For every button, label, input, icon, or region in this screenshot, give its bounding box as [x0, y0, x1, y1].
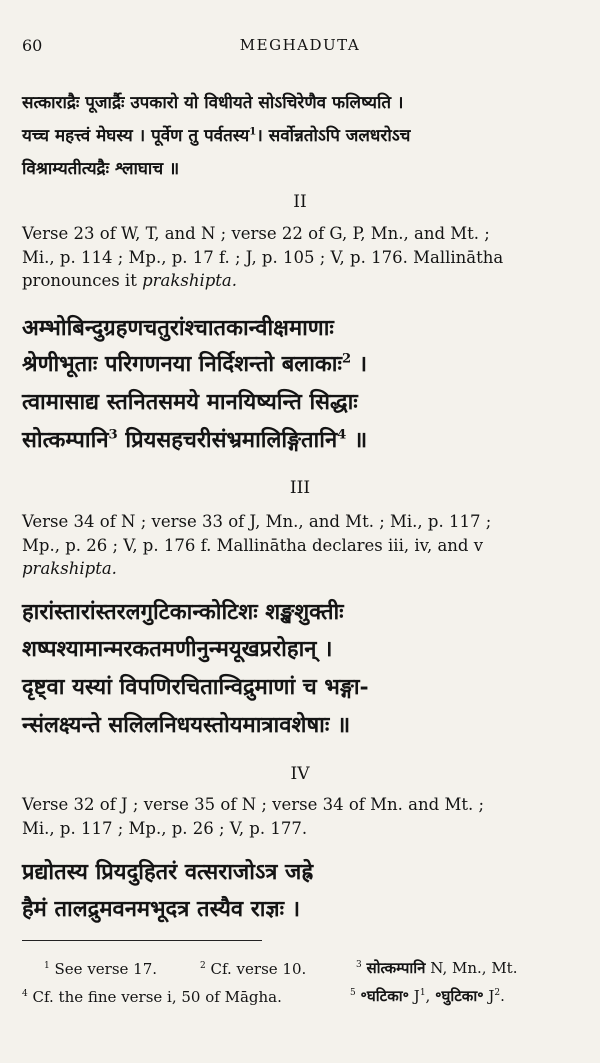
footnote-sanskrit: सोत्कम्पानि — [366, 959, 426, 977]
footnote-sanskrit: ॰घुटिका॰ — [435, 987, 484, 1005]
footnote-mark: 2 — [200, 961, 206, 971]
note-line: Verse 34 of N ; verse 33 of J, Mn., and Mt. ; Mi., p. 117 ; — [22, 512, 492, 531]
footnote-sep: , — [425, 987, 431, 1005]
verse-iii-line-3: दृष्ट्वा यस्यां विपणिरचितान्विद्रुमाणां च भङ्गा- — [22, 674, 369, 700]
verse-iv-line-2: हैमं तालद्रुमवनमभूदत्र तस्यैव राज्ञः । — [22, 896, 301, 922]
verse-ii-line-3: त्वामासाद्य स्तनितसमये मानयिष्यन्ति सिद्धाः — [22, 389, 358, 415]
section-numeral-iv: IV — [290, 764, 310, 784]
footnote-mark: 1 — [44, 961, 50, 971]
footnote-mark: 4 — [22, 989, 28, 999]
note-line: Mi., p. 117 ; Mp., p. 26 ; V, p. 177. — [22, 818, 308, 838]
footnote-mark: 3 — [356, 960, 362, 970]
note-line: Mi., p. 114 ; Mp., p. 17 f. ; J, p. 105 ; V, p. 176. Mallinātha — [22, 247, 504, 267]
verse-text: सोत्कम्पानि — [22, 427, 109, 453]
footnote-ref-1: 1 — [249, 125, 257, 138]
note-italic: prakshipta. — [142, 271, 238, 290]
footnote-ref-sup: 2 — [494, 988, 501, 998]
verse-text: श्रेणीभूताः परिगणनया निर्दिशन्तो बलाकाः — [22, 351, 342, 377]
footnote-text: Cf. verse 10. — [210, 960, 307, 978]
verse-ii-line-4 — [22, 424, 590, 454]
running-title: MEGHADUTA — [239, 36, 361, 54]
footnote-ref-2: 2 — [341, 351, 352, 367]
footnote-4 — [22, 988, 282, 1006]
verse-double-danda: ॥ — [354, 427, 368, 453]
footnote-rule — [22, 940, 262, 941]
footnote-ref-3: 3 — [108, 427, 118, 443]
note-line: Verse 23 of W, T, and N ; verse 22 of G, P, Mn., and Mt. ; — [22, 224, 490, 243]
note-text: pronounces it — [22, 271, 137, 290]
footnote-3 — [356, 958, 517, 978]
intro-line-2-text: यच्च महत्त्वं मेघस्य । पूर्वेण तु पर्वतस्य — [22, 126, 250, 146]
verse-danda: । — [358, 351, 368, 377]
intro-line-2 — [22, 123, 590, 146]
footnote-sanskrit: ॰घटिका॰ — [360, 987, 410, 1005]
footnote-1 — [44, 960, 157, 978]
footnote-end: . — [500, 987, 505, 1005]
footnote-2 — [200, 960, 306, 978]
footnote-ref-4: 4 — [337, 427, 347, 443]
verse-iii-line-4: न्संलक्ष्यन्ते सलिलनिधयस्तोयमात्रावशेषाः ॥ — [22, 712, 351, 738]
note-italic: prakshipta. — [22, 559, 117, 578]
note-line: Verse 32 of J ; verse 35 of N ; verse 34 of Mn. and Mt. ; — [22, 795, 485, 814]
footnote-5 — [350, 986, 505, 1006]
verse-iv-line-1: प्रद्योतस्य प्रियदुहितरं वत्सराजोऽत्र जह्रे — [22, 859, 314, 885]
section-iv-note — [22, 793, 578, 840]
footnote-text: N, Mn., Mt. — [430, 959, 518, 977]
intro-line-1: सत्काराद्रैः पूजार्द्रैः उपकारो यो विधीयते सोऽचिरेणैव फलिष्यति । — [22, 93, 404, 113]
verse-ii-line-1: अम्भोबिन्दुग्रहणचतुरांश्चातकान्वीक्षमाणाः — [22, 315, 334, 341]
section-ii-note — [22, 222, 578, 293]
intro-line-3: विश्राम्यतीत्यद्रैः श्लाघाच ॥ — [22, 159, 180, 179]
footnote-text: Cf. the fine verse i, 50 of Māgha. — [32, 988, 282, 1006]
verse-iii-line-2: शष्पश्यामान्मरकतमणीनुन्मयूखप्ररोहान् । — [22, 636, 333, 662]
verse-iii-line-1: हारांस्तारांस्तरलगुटिकान्कोटिशः शङ्खशुक्तीः — [22, 599, 344, 625]
intro-line-2-rest: । सर्वोन्नतोऽपि जलधरोऽच — [256, 126, 411, 146]
page-header — [22, 36, 578, 60]
note-line — [22, 269, 578, 293]
page-number: 60 — [22, 36, 43, 55]
footnote-text: See verse 17. — [54, 960, 158, 978]
footnote-ref: J — [488, 987, 495, 1005]
note-line: Mp., p. 26 ; V, p. 176 f. Mallinātha declares iii, iv, and v — [22, 535, 484, 555]
footnote-mark: 5 — [350, 988, 356, 998]
section-numeral-iii: III — [289, 478, 311, 498]
footnote-ref: J — [413, 987, 420, 1005]
section-iii-note — [22, 510, 578, 581]
verse-text: प्रियसहचरीसंभ्रमालिङ्गितानि — [125, 427, 338, 453]
footnote-ref-sup: 1 — [419, 988, 426, 998]
section-numeral-ii: II — [293, 192, 307, 212]
verse-ii-line-2 — [22, 348, 590, 378]
